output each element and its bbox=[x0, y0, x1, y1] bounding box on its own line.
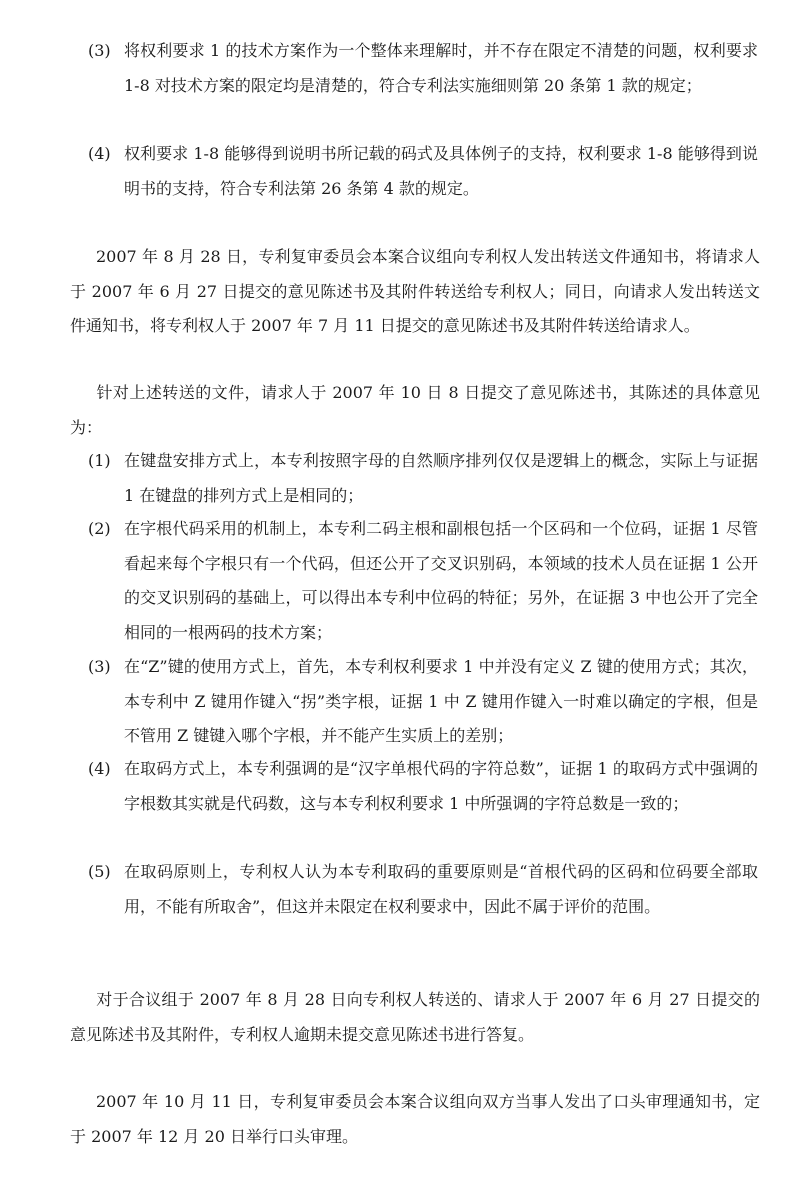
item-number: (4) bbox=[88, 144, 111, 163]
paragraph bbox=[70, 983, 760, 1052]
list-item bbox=[88, 444, 758, 513]
paragraph bbox=[70, 376, 760, 445]
item-text: 在“Z”键的使用方式上，首先，本专利权利要求 1 中并没有定义 Z 键的使用方式；其次，本专利中 Z 键用作键入“拐”类字根，证据 1 中 Z 键用作键入一时难以确定的字根，但是不管用 Z 键键入哪个字根，并不能产生实质上的差别； bbox=[124, 657, 758, 745]
item-number: (3) bbox=[88, 657, 111, 676]
paragraph bbox=[70, 240, 760, 344]
paragraph-text: 2007 年 10 月 11 日，专利复审委员会本案合议组向双方当事人发出了口头审理通知书，定于 2007 年 12 月 20 日举行口头审理。 bbox=[70, 1092, 760, 1146]
item-number: (3) bbox=[88, 41, 111, 60]
item-text: 将权利要求 1 的技术方案作为一个整体来理解时，并不存在限定不清楚的问题，权利要求 1-8 对技术方案的限定均是清楚的，符合专利法实施细则第 20 条第 1 款的规定； bbox=[124, 41, 758, 95]
item-text: 在键盘安排方式上，本专利按照字母的自然顺序排列仅仅是逻辑上的概念，实际上与证据 1 在键盘的排列方式上是相同的； bbox=[124, 451, 758, 505]
item-text: 权利要求 1-8 能够得到说明书所记载的码式及具体例子的支持，权利要求 1-8 能够得到说明书的支持，符合专利法第 26 条第 4 款的规定。 bbox=[124, 144, 758, 198]
item-number: (1) bbox=[88, 451, 111, 470]
list-item bbox=[88, 512, 758, 650]
list-item bbox=[88, 752, 758, 821]
item-text: 在取码方式上，本专利强调的是“汉字单根代码的字符总数”，证据 1 的取码方式中强调的字根数其实就是代码数，这与本专利权利要求 1 中所强调的字符总数是一致的； bbox=[124, 759, 758, 813]
list-item bbox=[88, 137, 758, 206]
list-item bbox=[88, 650, 758, 754]
item-number: (4) bbox=[88, 759, 111, 778]
paragraph-text: 针对上述转送的文件，请求人于 2007 年 10 日 8 日提交了意见陈述书，其陈述的具体意见为： bbox=[70, 383, 760, 437]
item-text: 在字根代码采用的机制上，本专利二码主根和副根包括一个区码和一个位码，证据 1 尽管看起来每个字根只有一个代码，但还公开了交叉识别码，本领域的技术人员在证据 1 公开的交叉识别码的基础上，可以得出本专利中位码的特征；另外，在证据 3 中也公开了完全相同的一根两码的技术方案； bbox=[124, 519, 758, 642]
list-item bbox=[88, 855, 758, 924]
item-number: (5) bbox=[88, 862, 111, 881]
list-item bbox=[88, 34, 758, 103]
paragraph-text: 对于合议组于 2007 年 8 月 28 日向专利权人转送的、请求人于 2007 年 6 月 27 日提交的意见陈述书及其附件，专利权人逾期未提交意见陈述书进行答复。 bbox=[70, 990, 760, 1044]
item-text: 在取码原则上，专利权人认为本专利取码的重要原则是“首根代码的区码和位码要全部取用，不能有所取舍”，但这并未限定在权利要求中，因此不属于评价的范围。 bbox=[124, 862, 758, 916]
item-number: (2) bbox=[88, 519, 111, 538]
paragraph bbox=[70, 1085, 760, 1154]
paragraph-text: 2007 年 8 月 28 日，专利复审委员会本案合议组向专利权人发出转送文件通知书，将请求人于 2007 年 6 月 27 日提交的意见陈述书及其附件转送给专利权人；同日，向请求人发出转送文件通知书，将专利权人于 2007 年 7 月 11 日提交的意见陈述书及其附件转送给请求人。 bbox=[70, 247, 760, 335]
